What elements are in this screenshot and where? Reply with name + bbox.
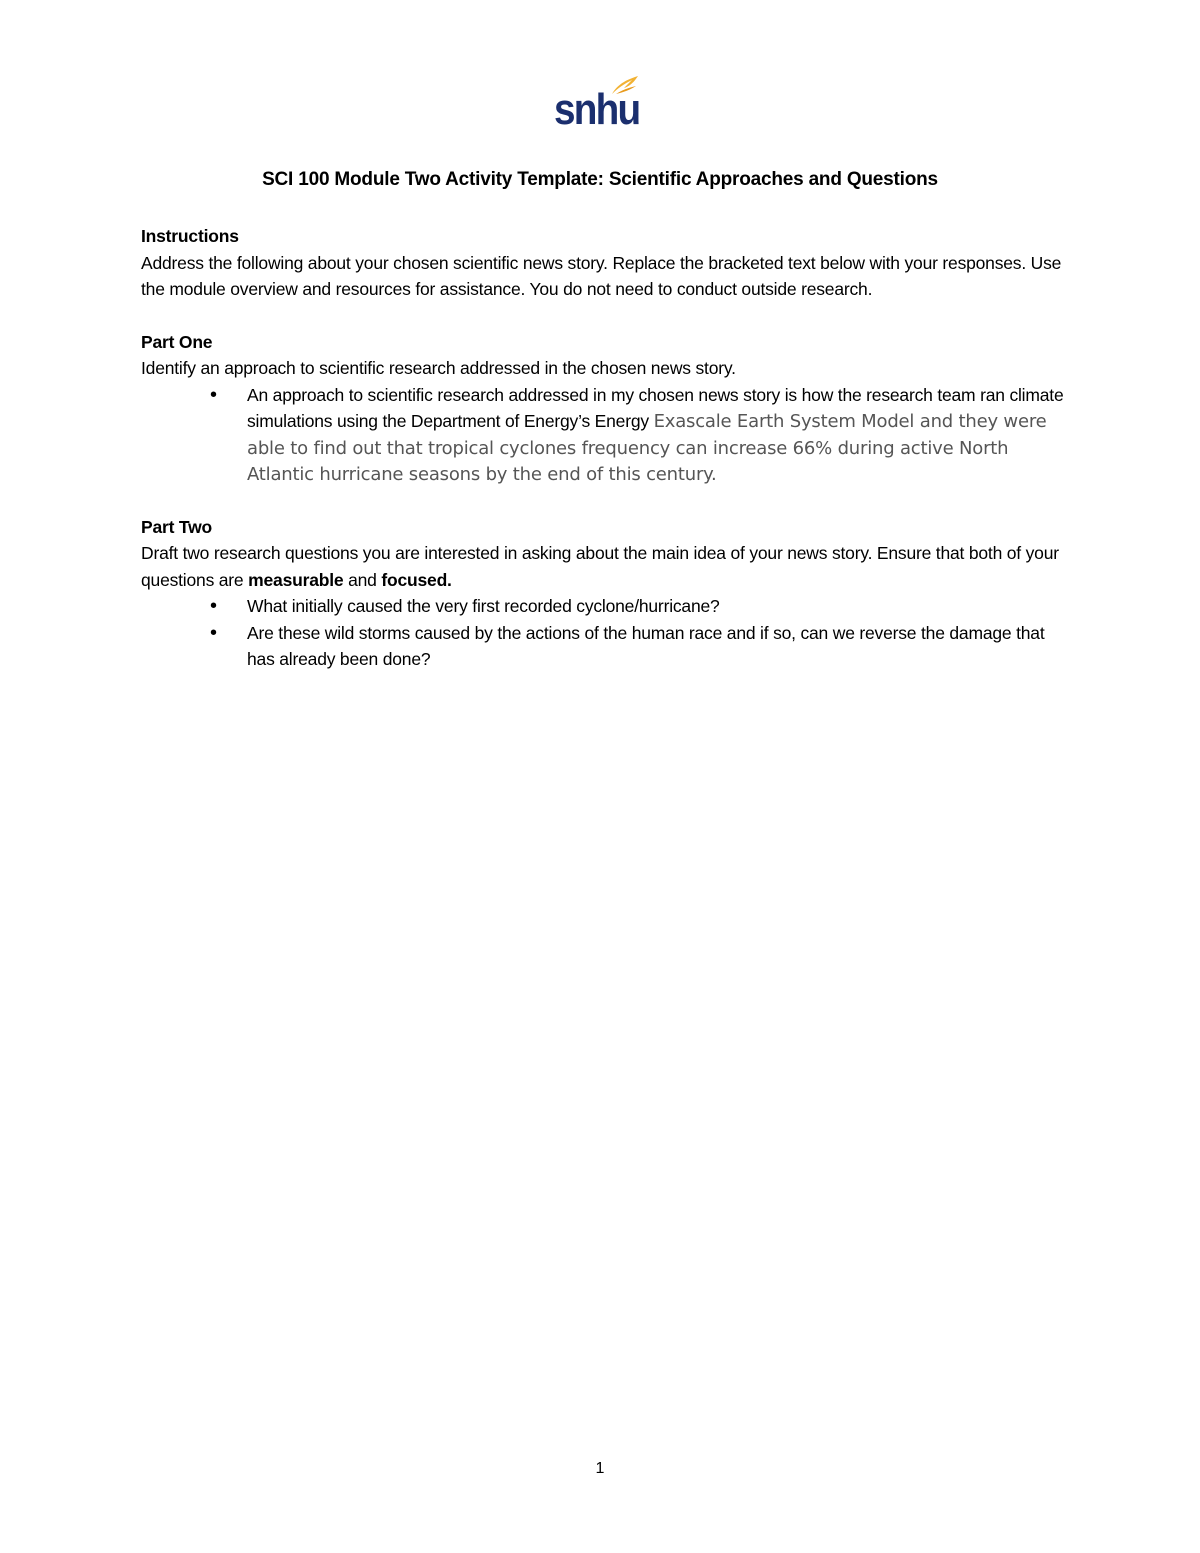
part-two-prompt-start: Draft two research questions you are interested in asking about the main idea of your news story. Ensure that both of your questions are [141,543,1059,590]
page-number: 1 [595,1460,605,1477]
instructions-heading: Instructions [141,226,239,246]
list-item: • What initially caused the very first recorded cyclone/hurricane? [247,593,1071,620]
part-one-answer-tail: Exascale Earth System Model and they were able to find out that tropical cyclones frequency can increase 66% during active North Atlantic hurricane seasons by the end of this century. [247,411,1047,485]
page-title: SCI 100 Module Two Activity Template: Scientific Approaches and Questions [262,169,938,190]
instructions-text: Address the following about your chosen scientific news story. Replace the bracketed text below with your responses. Use the module overview and resources for assistance. You do not need to conduct outside research. [141,252,1062,299]
part-one-heading: Part One [141,331,213,352]
part-one-prompt: Identify an approach to scientific research addressed in the chosen news story. [141,358,736,378]
list-item: • Are these wild storms caused by the actions of the human race and if so, can we reverse the damage that has already been done? [247,620,1071,673]
measurable-emphasis: measurable [248,569,344,590]
list-item [247,382,1071,488]
spacer [141,488,1071,514]
document-body [141,223,1071,673]
spacer [141,303,1071,329]
part-two-prompt-mid: and [343,569,382,590]
part-one-answer-main: An approach to scientific research addressed in my chosen news story is how the research team ran climate simulations using the Department of Energy’s Energy [247,384,1064,431]
part-two-heading: Part Two [141,516,212,537]
part-one-list [141,382,1071,488]
logo-wordmark: snhu [554,85,640,134]
snhu-logo [554,74,640,134]
focused-emphasis: focused. [381,569,452,590]
research-questions-list [141,593,1071,673]
part-two-prompt [141,540,1071,593]
